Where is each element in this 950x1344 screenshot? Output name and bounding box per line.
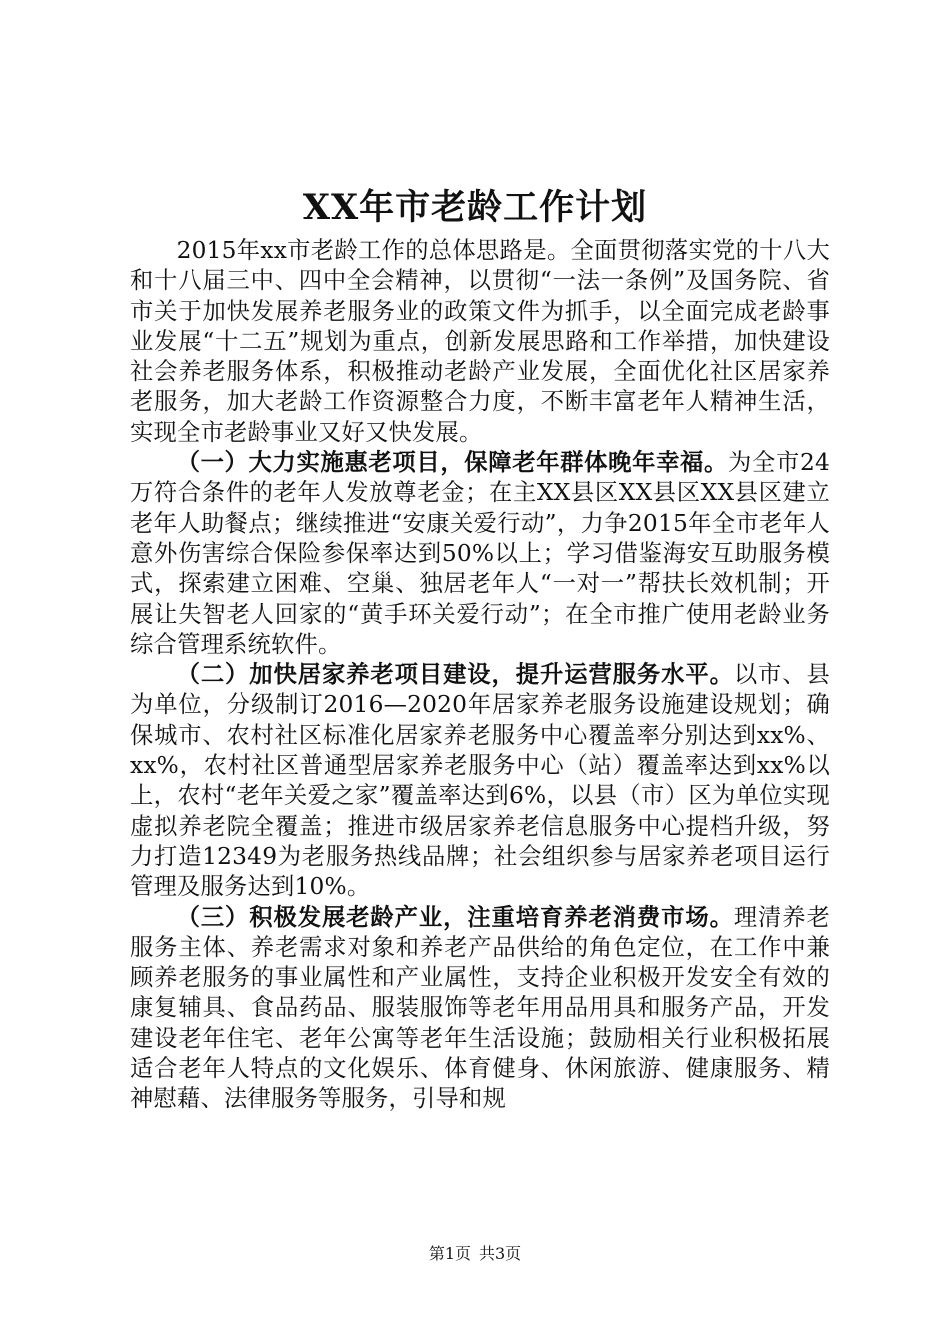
paragraph-intro (130, 236, 830, 448)
page-footer (0, 1244, 950, 1264)
paragraph-section-1 (130, 448, 830, 660)
paragraph-text: 为全市24万符合条件的老年人发放尊老金；在主XX县区XX县区XX县区建立老年人助餐点；继续推进“安康关爱行动”，力争2015年全市老年人意外伤害综合保险参保率达到50%以上；学习借鉴海安互助服务模式，探索建立困难、空巢、独居老年人“一对一”帮扶长效机制；开展让失智老人回家的“黄手环关爱行动”；在全市推广使用老龄业务综合管理系统软件。 (130, 449, 830, 658)
paragraph-lead: （一）大力实施惠老项目，保障老年群体晚年幸福。 (176, 449, 729, 477)
page-count: 共3页 (479, 1244, 522, 1263)
paragraph-lead: （三）积极发展老龄产业，注重培育养老消费市场。 (176, 903, 734, 931)
document-body (130, 236, 830, 1115)
paragraph-text: 2015年xx市老龄工作的总体思路是。全面贯彻落实党的十八大和十八届三中、四中全会精神，以贯彻“一法一条例”及国务院、省市关于加快发展养老服务业的政策文件为抓手，以全面完成老龄事业发展“十二五”规划为重点，创新发展思路和工作举措，加快建设社会养老服务体系，积极推动老龄产业发展，全面优化社区居家养老服务，加大老龄工作资源整合力度，不断丰富老年人精神生活，实现全市老龄事业又好又快发展。 (130, 237, 830, 446)
paragraph-section-3 (130, 903, 830, 1115)
paragraph-lead: （二）加快居家养老项目建设，提升运营服务水平。 (176, 661, 734, 689)
paragraph-text: 理清养老服务主体、养老需求对象和养老产品供给的角色定位，在工作中兼顾养老服务的事业属性和产业属性，支持企业积极开发安全有效的康复辅具、食品药品、服装服饰等老年用品用具和服务产品，开发建设老年住宅、老年公寓等老年生活设施；鼓励相关行业积极拓展适合老年人特点的文化娱乐、体育健身、休闲旅游、健康服务、精神慰藉、法律服务等服务，引导和规 (130, 903, 830, 1113)
paragraph-section-2 (130, 660, 830, 902)
document-title: XX年市老龄工作计划 (302, 187, 648, 228)
paragraph-text: 以市、县为单位，分级制订2016—2020年居家养老服务设施建设规划；确保城市、农村社区标准化居家养老服务中心覆盖率分别达到xx%、xx%，农村社区普通型居家养老服务中心（站）覆盖率达到xx%以上，农村“老年关爱之家”覆盖率达到6%，以县（市）区为单位实现虚拟养老院全覆盖；推进市级居家养老信息服务中心提档升级，努力打造12349为老服务热线品牌；社会组织参与居家养老项目运行管理及服务达到10%。 (130, 661, 830, 901)
page-number: 第1页 (428, 1244, 471, 1263)
